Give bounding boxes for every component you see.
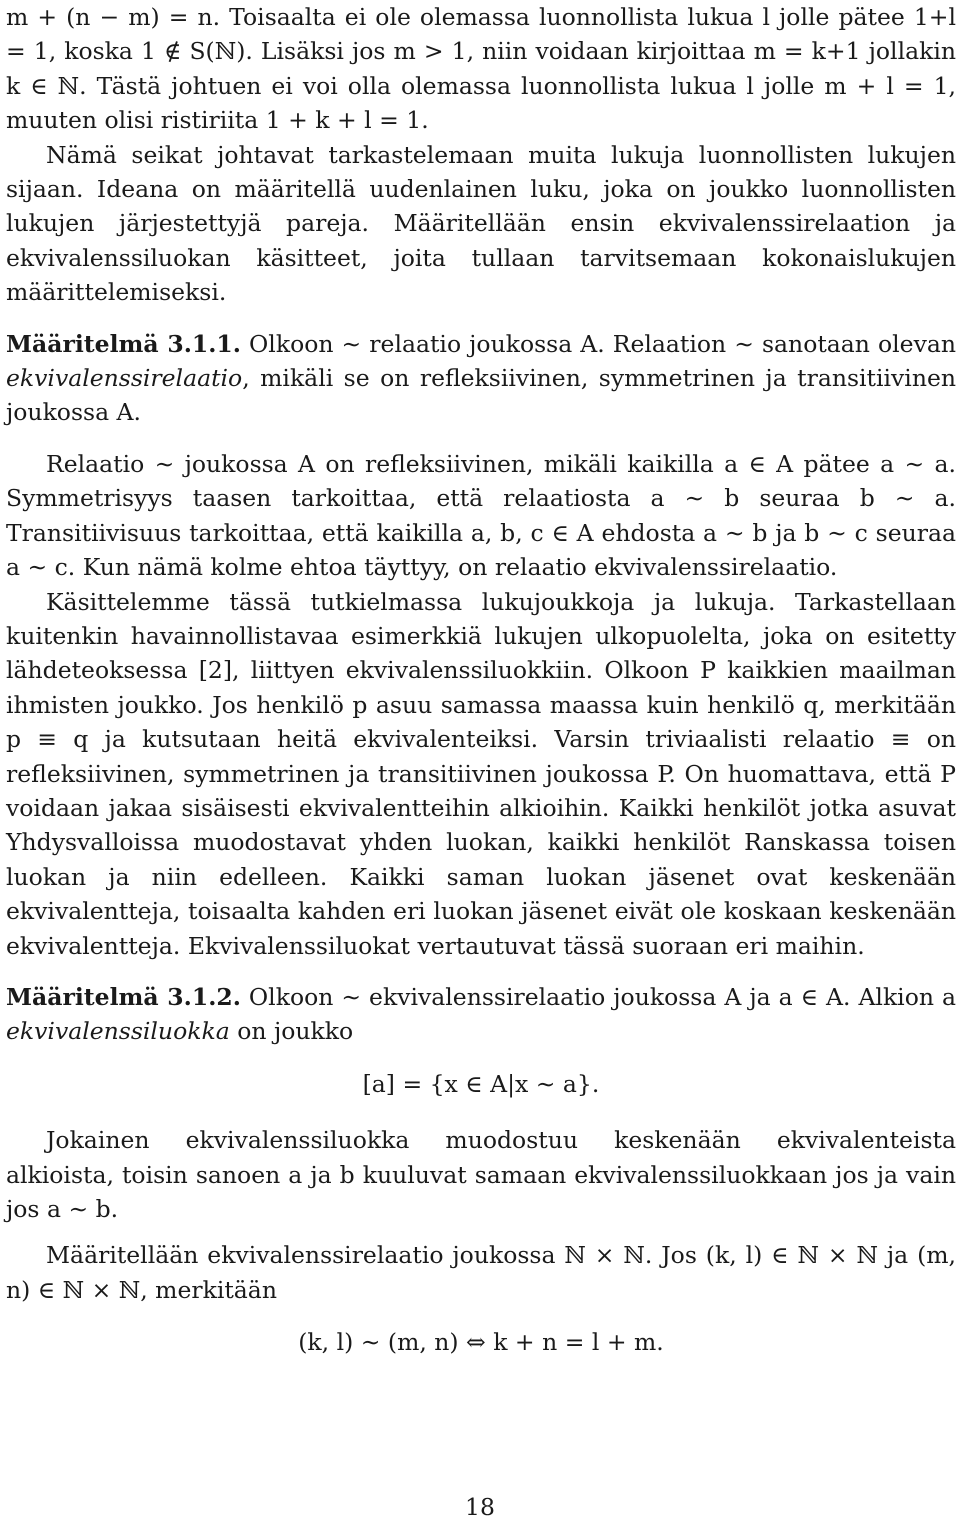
definition-text: Olkoon ∼ ekvivalenssirelaatio joukossa A ja a ∈ A. Alkion a <box>240 982 956 1011</box>
equation-pair-relation: (k, l) ∼ (m, n) ⇔ k + n = l + m. <box>298 1328 664 1357</box>
definition-text: on joukko <box>229 1017 354 1046</box>
paragraph-classes: Jokainen ekvivalenssiluokka muodostuu keskenään ekvivalenteista alkioista, toisin sanoen a ja b kuuluvat samaan ekvivalenssiluokkaan jos ja vain jos a ∼ b. <box>6 1126 956 1223</box>
equation-equivalence-class: [a] = {x ∈ A|x ∼ a}. <box>362 1069 600 1098</box>
definition-term: ekvivalenssirelaatio <box>6 364 243 393</box>
definition-label: Määritelmä 3.1.2. <box>6 982 241 1011</box>
page-number: 18 <box>465 1493 495 1521</box>
definition-3-1-1 <box>6 327 956 430</box>
paragraph-properties: Relaatio ∼ joukossa A on refleksiivinen, mikäli kaikilla a ∈ A pätee a ∼ a. Symmetrisyys taasen tarkoittaa, että relaatiosta a ∼ b seuraa b ∼ a. Transitiivisuus tarkoittaa, että kaikilla a, b, c ∈ A ehdosta a ∼ b ja b ∼ c seuraa a ∼ c. Kun nämä kolme ehtoa täyttyy, on relaatio ekvivalenssirelaatio. <box>6 449 956 582</box>
paragraph-motivation: Nämä seikat johtavat tarkastelemaan muita lukuja luonnollisten lukujen sijaan. Ideana on määritellä uudenlainen luku, joka on joukko luonnollisten lukujen järjestettyjä pareja. Määritellään ensin ekvivalenssirelaation ja ekvivalenssiluokan käsitteet, joita tullaan tarvitsemaan kokonaislukujen määrittelemiseksi. <box>6 140 956 307</box>
paragraph-example: Käsittelemme tässä tutkielmassa lukujoukkoja ja lukuja. Tarkastellaan kuitenkin havainnollistavaa esimerkkiä lukujen ulkopuolelta, joka on esitetty lähdeteoksessa [2], liittyen ekvivalenssiluokkiin. Olkoon P kaikkien maailman ihmisten joukko. Jos henkilö p asuu samassa maassa kuin henkilö q, merkitään p ≡ q ja kutsutaan heitä ekvivalenteiksi. Varsin triviaalisti relaatio ≡ on refleksiivinen, symmetrinen ja transitiivinen joukossa P. On huomattava, että P voidaan jakaa sisäisesti ekvivalentteihin alkioihin. Kaikki henkilöt jotka asuvat Yhdysvalloissa muodostavat yhden luokan, kaikki henkilöt Ranskassa toisen luokan ja niin edelleen. Kaikki saman luokan jäsenet ovat keskenään ekvivalentteja, toisaalta kahden eri luokan jäsenet eivät ole koskaan keskenään ekvivalentteja. Ekvivalenssiluokat vertautuvat tässä suoraan eri maihin. <box>6 587 956 960</box>
definition-term: ekvivalenssiluokka <box>6 1017 230 1046</box>
paragraph-intro: m + (n − m) = n. Toisaalta ei ole olemassa luonnollista lukua l jolle pätee 1+l = 1, koska 1 ∉ S(ℕ). Lisäksi jos m > 1, niin voidaan kirjoittaa m = k+1 jollakin k ∈ ℕ. Tästä johtuen ei voi olla olemassa luonnollista lukua l jolle m + l = 1, muuten olisi ristiriita 1 + k + l = 1. <box>6 3 956 135</box>
definition-3-1-2 <box>6 980 956 1049</box>
definition-text: Olkoon ∼ relaatio joukossa A. Relaation ∼ sanotaan olevan <box>240 329 956 358</box>
paragraph-pairs: Määritellään ekvivalenssirelaatio joukossa ℕ × ℕ. Jos (k, l) ∈ ℕ × ℕ ja (m, n) ∈ ℕ × ℕ, merkitään <box>6 1241 956 1304</box>
definition-label: Määritelmä 3.1.1. <box>6 329 241 358</box>
definition-text: , mikäli se on refleksiivinen, symmetrinen ja transitiivinen joukossa A. <box>6 364 956 427</box>
document-page <box>6 0 956 1382</box>
